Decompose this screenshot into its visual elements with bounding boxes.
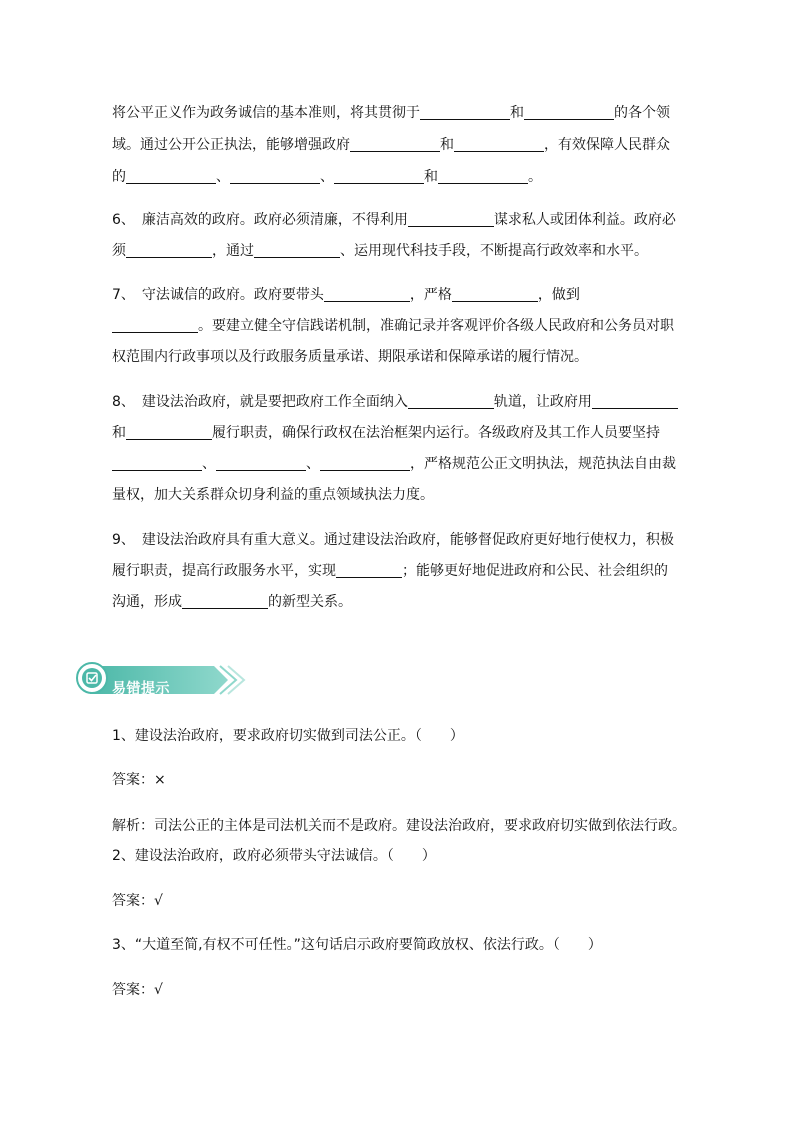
text: ，做到	[537, 287, 580, 303]
text-line	[112, 530, 674, 550]
text: 履行职责，提高行政服务水平，实现	[112, 563, 336, 579]
text: 9、 建设法治政府具有重大意义。通过建设法治政府，能够督促政府更好地行使权力，积极	[112, 532, 674, 548]
text-line	[112, 392, 678, 412]
text: 。	[528, 169, 542, 185]
text-line	[112, 592, 352, 612]
text: 和	[112, 425, 126, 441]
text: 和	[510, 105, 524, 121]
text-line	[112, 135, 670, 155]
fill-blank[interactable]	[420, 105, 510, 120]
answer-2: 答案：√	[112, 893, 163, 909]
fill-blank[interactable]	[350, 137, 440, 152]
text: 和	[424, 169, 438, 185]
fill-blank[interactable]	[112, 318, 198, 333]
text-line	[112, 347, 588, 367]
answer-1: 答案：×	[112, 772, 166, 788]
fill-blank[interactable]	[592, 394, 678, 409]
text: 、	[320, 169, 334, 185]
fill-blank[interactable]	[408, 394, 494, 409]
text-line	[112, 561, 668, 581]
fill-blank[interactable]	[334, 169, 424, 184]
text: 沟通，形成	[112, 594, 182, 610]
text-line	[112, 167, 542, 187]
text: ，严格	[409, 287, 452, 303]
fill-blank[interactable]	[216, 456, 306, 471]
text: 的各个领	[614, 105, 670, 121]
text-line	[112, 316, 674, 336]
fill-blank[interactable]	[408, 212, 494, 227]
fill-blank[interactable]	[336, 563, 402, 578]
fill-blank[interactable]	[320, 456, 410, 471]
question-1: 1、建设法治政府，要求政府切实做到司法公正。（ ）	[112, 728, 464, 744]
text: 的新型关系。	[268, 594, 352, 610]
fill-blank[interactable]	[254, 243, 340, 258]
text-line	[112, 285, 580, 305]
fill-blank[interactable]	[126, 243, 212, 258]
text: 须	[112, 243, 126, 259]
text-line	[112, 423, 660, 443]
text-line	[112, 210, 676, 230]
text: 、	[216, 169, 230, 185]
text: 轨道，让政府用	[493, 394, 592, 410]
fill-blank[interactable]	[454, 137, 544, 152]
text: 量权，加大关系群众切身利益的重点领域执法力度。	[112, 487, 434, 503]
question-2: 2、建设法治政府，政府必须带头守法诚信。（ ）	[112, 848, 436, 864]
fill-blank[interactable]	[126, 169, 216, 184]
text: 、	[306, 456, 320, 472]
text: 履行职责，确保行政权在法治框架内运行。各级政府及其工作人员要坚持	[212, 425, 660, 441]
text: 域。通过公开公正执法，能够增强政府	[112, 137, 350, 153]
text: 权范围内行政事项以及行政服务质量承诺、期限承诺和保障承诺的履行情况。	[112, 349, 588, 365]
fill-blank[interactable]	[112, 456, 202, 471]
answer-3: 答案：√	[112, 982, 163, 998]
text-line	[112, 485, 434, 505]
question-3: 3、“大道至简,有权不可任性。”这句话启示政府要简政放权、依法行政。（ ）	[112, 937, 602, 953]
text: 8、 建设法治政府，就是要把政府工作全面纳入	[112, 394, 408, 410]
fill-blank[interactable]	[230, 169, 320, 184]
section-title: 易错提示	[112, 681, 170, 697]
text: ，通过	[212, 243, 254, 259]
text: 将公平正义作为政务诚信的基本准则，将其贯彻于	[112, 105, 420, 121]
fill-blank[interactable]	[438, 169, 528, 184]
text-line	[112, 241, 648, 261]
fill-blank[interactable]	[324, 287, 410, 302]
text-line	[112, 454, 676, 474]
analysis-1: 解析：司法公正的主体是司法机关而不是政府。建设法治政府，要求政府切实做到依法行政。	[112, 818, 686, 834]
text-line	[112, 103, 670, 123]
text: ；能够更好地促进政府和公民、社会组织的	[402, 563, 668, 579]
fill-blank[interactable]	[126, 425, 212, 440]
fill-blank[interactable]	[182, 594, 268, 609]
text: ，有效保障人民群众	[544, 137, 670, 153]
text: 7、 守法诚信的政府。政府要带头	[112, 287, 324, 303]
fill-blank[interactable]	[524, 105, 614, 120]
text: 、运用现代科技手段，不断提高行政效率和水平。	[340, 243, 648, 259]
text: 的	[112, 169, 126, 185]
text: 谋求私人或团体利益。政府必	[493, 212, 676, 228]
text: ，严格规范公正文明执法，规范执法自由裁	[410, 456, 676, 472]
fill-blank[interactable]	[452, 287, 538, 302]
text: 和	[440, 137, 454, 153]
text: 、	[202, 456, 216, 472]
text: 。要建立健全守信践诺机制，准确记录并客观评价各级人民政府和公务员对职	[198, 318, 674, 334]
text: 6、 廉洁高效的政府。政府必须清廉，不得利用	[112, 212, 408, 228]
